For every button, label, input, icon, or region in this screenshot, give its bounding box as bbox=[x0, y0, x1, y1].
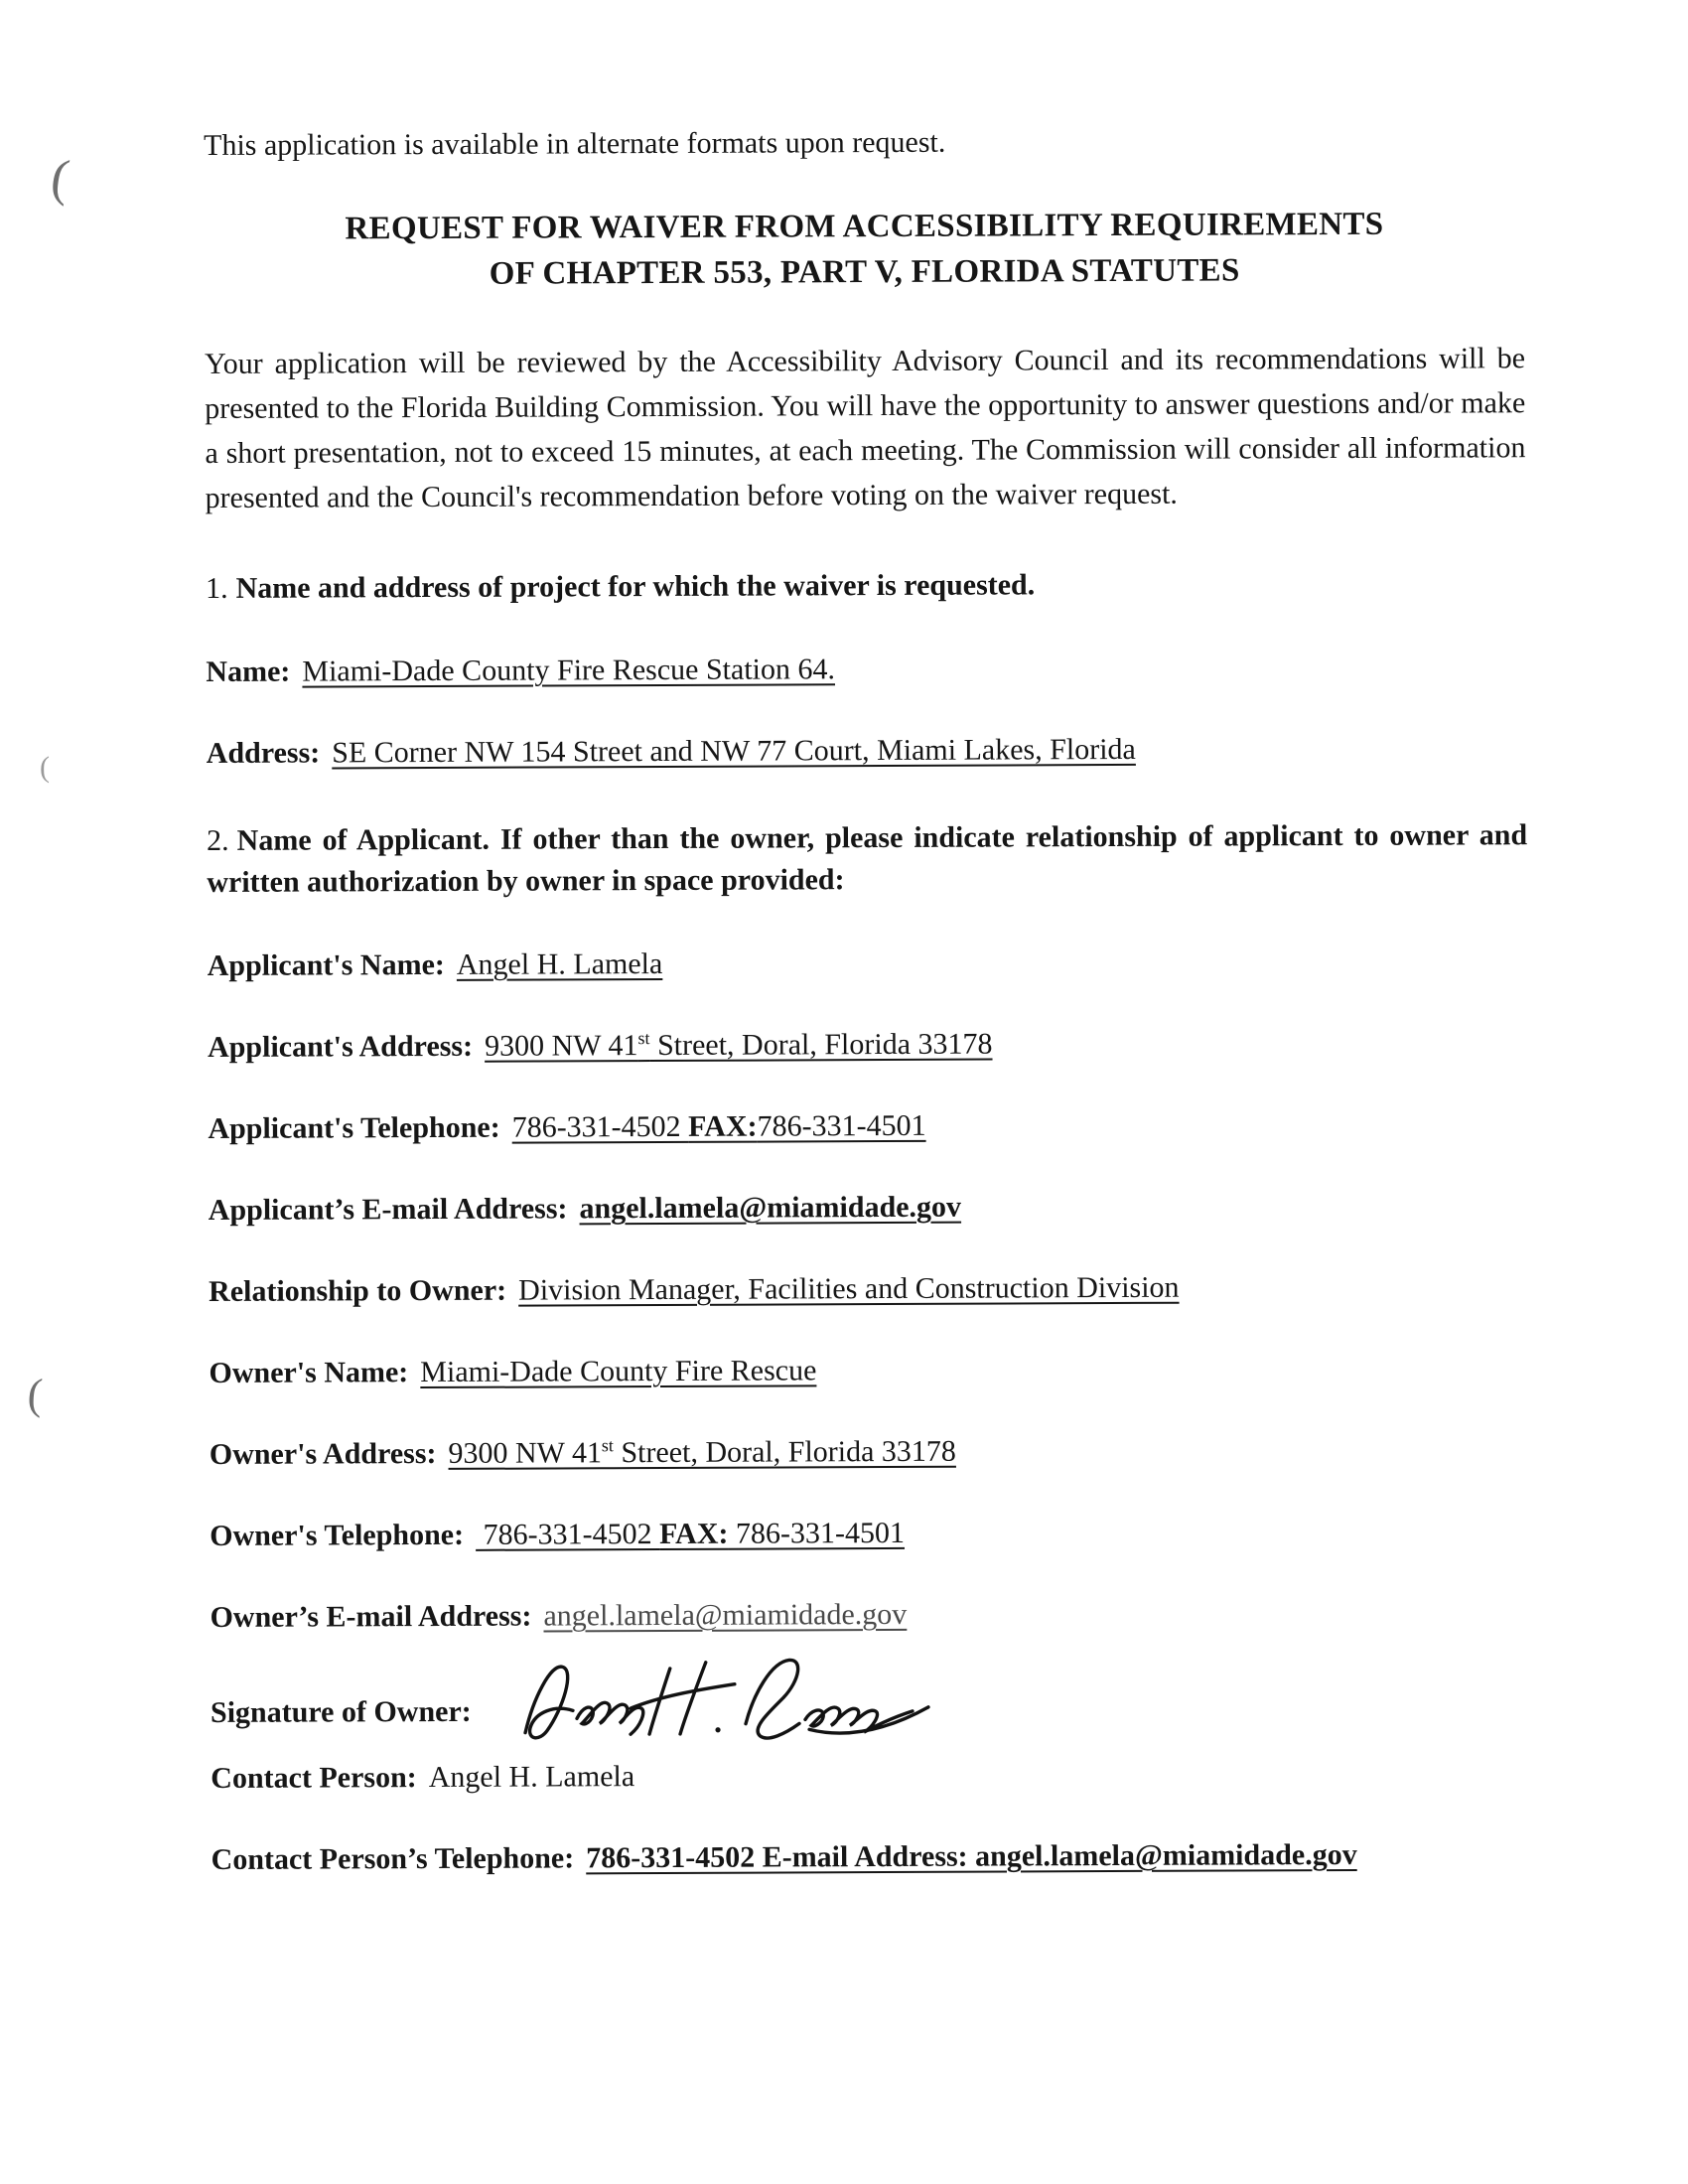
fax-number: 786-331-4501 bbox=[728, 1516, 906, 1550]
field-value: Division Manager, Facilities and Construction Division bbox=[518, 1270, 1180, 1307]
field-owner-telephone bbox=[210, 1512, 1530, 1555]
document-title-line1: REQUEST FOR WAIVER FROM ACCESSIBILITY REQUIREMENTS bbox=[345, 206, 1384, 247]
field-label: Name: bbox=[206, 655, 291, 688]
section-1-heading bbox=[206, 562, 1526, 610]
field-applicant-name bbox=[208, 942, 1528, 985]
field-value: Angel H. Lamela bbox=[456, 946, 663, 981]
field-value: Miami-Dade County Fire Rescue Station 64. bbox=[302, 653, 836, 688]
document-content bbox=[204, 121, 1532, 1879]
field-owner-name bbox=[209, 1349, 1529, 1392]
field-contact-person bbox=[211, 1754, 1531, 1798]
field-label: Applicant’s E-mail Address: bbox=[208, 1192, 568, 1227]
fax-label: FAX: bbox=[688, 1109, 758, 1143]
field-applicant-telephone bbox=[208, 1104, 1528, 1148]
field-label: Applicant's Address: bbox=[207, 1029, 474, 1064]
section-2-heading bbox=[207, 814, 1527, 904]
field-label: Owner’s E-mail Address: bbox=[210, 1599, 532, 1634]
field-owner-email bbox=[210, 1593, 1530, 1637]
field-value: angel.lamela@miamidade.gov bbox=[543, 1597, 908, 1633]
field-value bbox=[485, 1028, 993, 1063]
field-project-name bbox=[206, 648, 1526, 691]
field-value: Miami-Dade County Fire Rescue bbox=[420, 1354, 817, 1389]
field-label: Owner's Name: bbox=[209, 1356, 409, 1389]
field-label: Signature of Owner: bbox=[210, 1694, 472, 1729]
field-value bbox=[476, 1517, 905, 1551]
field-value: SE Corner NW 154 Street and NW 77 Court, Miami Lakes, Florida bbox=[332, 732, 1136, 770]
scan-artifact-icon: ( bbox=[48, 149, 73, 208]
field-applicant-address bbox=[208, 1023, 1528, 1067]
field-value bbox=[448, 1435, 956, 1470]
field-relationship-to-owner bbox=[209, 1267, 1529, 1311]
field-value: angel.lamela@miamidade.gov bbox=[579, 1190, 962, 1226]
phone-number: 786-331-4502 bbox=[475, 1518, 660, 1551]
address-rest: Street, Doral, Florida 33178 bbox=[649, 1027, 993, 1063]
field-label: Owner's Telephone: bbox=[210, 1518, 465, 1552]
field-applicant-email bbox=[209, 1186, 1529, 1230]
scan-artifact-icon: ( bbox=[26, 1369, 45, 1419]
address-street-number: 9300 NW 41 bbox=[448, 1436, 602, 1470]
scan-artifact-icon: ( bbox=[40, 751, 50, 784]
field-value: Angel H. Lamela bbox=[428, 1760, 635, 1795]
ordinal-suffix: st bbox=[637, 1028, 650, 1049]
intro-paragraph: Your application will be reviewed by the Accessibility Advisory Council and its recommendations will be presented to the Florida Building Commission. You will have the opportunity to answer questions and/or make a short presentation, not to exceed 15 minutes, at each meeting. The Commission will consider all information presented and the Council's recommendation before voting on the waiver request. bbox=[204, 342, 1526, 514]
section-2-number: 2. bbox=[207, 823, 229, 857]
field-value bbox=[512, 1109, 926, 1144]
address-rest: Street, Doral, Florida 33178 bbox=[613, 1434, 956, 1470]
field-label: Applicant's Name: bbox=[207, 947, 445, 982]
field-contact-telephone bbox=[211, 1835, 1532, 1879]
field-owner-address bbox=[210, 1430, 1530, 1474]
document-title-line2: OF CHAPTER 553, PART V, FLORIDA STATUTES bbox=[489, 252, 1240, 292]
field-owner-signature bbox=[211, 1671, 1531, 1746]
field-label: Contact Person: bbox=[211, 1761, 417, 1795]
ordinal-suffix: st bbox=[601, 1435, 614, 1456]
field-project-address bbox=[207, 729, 1527, 773]
section-1-text: Name and address of project for which the waiver is requested. bbox=[235, 568, 1036, 605]
field-label: Relationship to Owner: bbox=[209, 1273, 507, 1308]
section-1-number: 1. bbox=[205, 571, 228, 605]
owner-signature-image bbox=[510, 1646, 947, 1762]
document-title bbox=[204, 201, 1524, 298]
field-label: Applicant's Telephone: bbox=[208, 1110, 500, 1145]
section-2-text: Name of Applicant. If other than the owner, please indicate relationship of applicant to owner and written authorization by owner in space provided: bbox=[207, 818, 1528, 899]
phone-number: 786-331-4502 bbox=[511, 1109, 689, 1144]
field-value: 786-331-4502 E-mail Address: angel.lamela@miamidade.gov bbox=[586, 1837, 1357, 1875]
fax-label: FAX: bbox=[658, 1517, 729, 1551]
field-label: Address: bbox=[206, 736, 321, 770]
fax-number: 786-331-4501 bbox=[757, 1108, 926, 1143]
field-label: Contact Person’s Telephone: bbox=[211, 1841, 575, 1876]
alternate-formats-note: This application is available in alternate formats upon request. bbox=[204, 125, 946, 162]
field-label: Owner's Address: bbox=[209, 1436, 437, 1471]
address-street-number: 9300 NW 41 bbox=[484, 1029, 638, 1063]
